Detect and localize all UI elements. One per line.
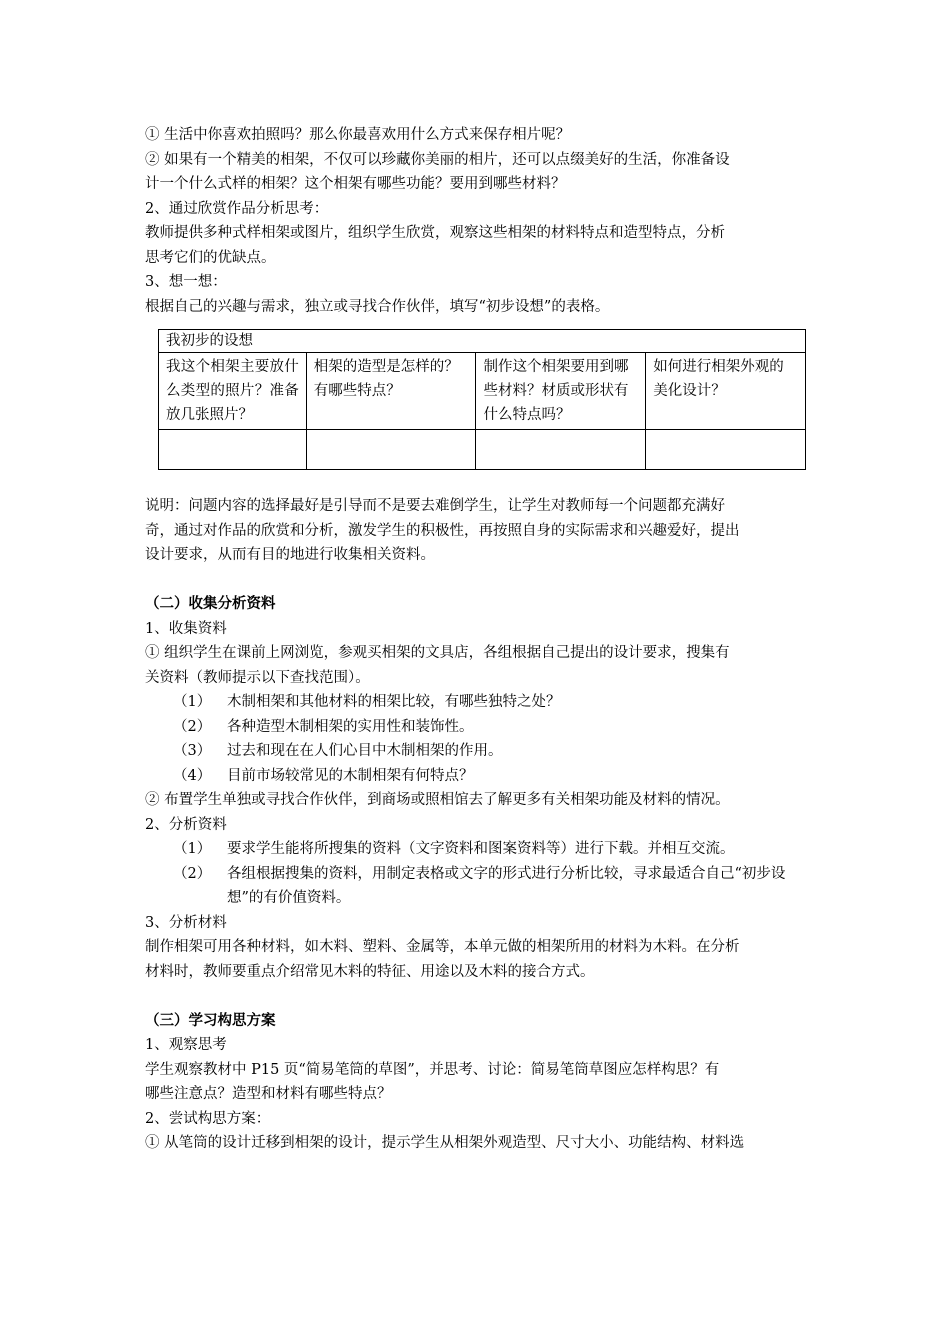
list-text: 过去和现在在人们心目中木制相架的作用。 — [227, 743, 503, 759]
note-line-2: 奇，通过对作品的欣赏和分析，激发学生的积极性，再按照自身的实际需求和兴趣爱好，提出 — [145, 522, 740, 539]
step-2-line-1: 教师提供多种式样相架或图片，组织学生欣赏，观察这些相架的材料特点和造型特点，分析 — [145, 225, 725, 241]
observe-line-1: 学生观察教材中 P15 页“简易笔筒的草图”，并思考、讨论：简易笔筒草图应怎样构思？有 — [145, 1061, 720, 1078]
list-number: （4） — [173, 767, 212, 784]
table-question-materials: 制作这个相架要用到哪些材料？材质或形状有什么特点吗？ — [476, 353, 646, 430]
try-line-1: ① 从笔筒的设计迁移到相架的设计，提示学生从相架外观造型、尺寸大小、功能结构、材料选 — [145, 1135, 745, 1151]
table-answer-cell[interactable] — [476, 430, 646, 470]
section-2-heading: （二）收集分析资料 — [145, 595, 276, 612]
table-answer-cell[interactable] — [306, 430, 476, 470]
list-text: 目前市场较常见的木制相架有何特点？ — [227, 767, 474, 784]
table-question-shape: 相架的造型是怎样的？有哪些特点？ — [306, 353, 476, 430]
table-question-decoration: 如何进行相架外观的美化设计？ — [646, 353, 806, 430]
list-text: 各组根据搜集的资料，用制定表格或文字的形式进行分析比较，寻求最适合自己“初步设想”的有价值资料。 — [227, 865, 786, 906]
section-2-sub-3: 3、分析材料 — [145, 914, 227, 931]
step-2-title: 2、通过欣赏作品分析思考： — [145, 200, 329, 217]
list-item — [145, 715, 810, 740]
list-number: （2） — [173, 865, 212, 882]
table-answer-cell[interactable] — [159, 430, 307, 470]
list-text: 要求学生能将所搜集的资料（文字资料和图案资料等）进行下载。并相互交流。 — [227, 841, 735, 857]
table-answer-cell[interactable] — [646, 430, 806, 470]
table-question-row — [159, 353, 806, 430]
question-2-line-2: 计一个什么式样的相架？这个相架有哪些功能？要用到哪些材料？ — [145, 176, 566, 192]
section-2-item-1-line-1: ① 组织学生在课前上网浏览，参观买相架的文具店，各组根据自己提出的设计要求，搜集有 — [145, 645, 730, 661]
material-line-1: 制作相架可用各种材料，如木料、塑料、金属等，本单元做的相架所用的材料为木料。在分析 — [145, 939, 740, 955]
list-number: （1） — [173, 841, 212, 857]
section-3-sub-1: 1、观察思考 — [145, 1037, 227, 1053]
list-text: 各种造型木制相架的实用性和装饰性。 — [227, 718, 474, 735]
step-3-text: 根据自己的兴趣与需求，独立或寻找合作伙伴，填写“初步设想”的表格。 — [145, 298, 610, 315]
section-3-heading: （三）学习构思方案 — [145, 1011, 276, 1029]
section-3-sub-2: 2、尝试构思方案： — [145, 1110, 271, 1127]
section-2-sub-2: 2、分析资料 — [145, 816, 227, 833]
section-2-item-1-line-2: 关资料（教师提示以下查找范围）。 — [145, 669, 370, 686]
section-2-sub-1: 1、收集资料 — [145, 620, 227, 637]
table-title: 我初步的设想 — [159, 330, 806, 353]
question-2-line-1: ② 如果有一个精美的相架，不仅可以珍藏你美丽的相片，还可以点缀美好的生活，你准备设 — [145, 151, 730, 168]
list-item — [145, 862, 810, 911]
step-3-title: 3、想一想： — [145, 274, 227, 290]
material-line-2: 材料时，教师要重点介绍常见木料的特征、用途以及木料的接合方式。 — [145, 963, 595, 980]
table-question-photos: 我这个相架主要放什么类型的照片？准备放几张照片？ — [159, 353, 307, 430]
section-2-item-2: ② 布置学生单独或寻找合作伙伴，到商场或照相馆去了解更多有关相架功能及材料的情况。 — [145, 792, 730, 808]
list-item — [145, 690, 810, 715]
list-item — [145, 764, 810, 789]
initial-idea-table — [158, 329, 806, 470]
note-line-3: 设计要求，从而有目的地进行收集相关资料。 — [145, 547, 435, 563]
table-answer-row — [159, 430, 806, 470]
list-text: 木制相架和其他材料的相架比较，有哪些独特之处？ — [227, 694, 561, 710]
note-line-1: 说明：问题内容的选择最好是引导而不是要去难倒学生，让学生对教师每一个问题都充满好 — [145, 498, 725, 514]
document-body — [145, 123, 810, 1156]
step-2-line-2: 思考它们的优缺点。 — [145, 249, 276, 266]
list-number: （2） — [173, 718, 212, 735]
observe-line-2: 哪些注意点？造型和材料有哪些特点？ — [145, 1086, 392, 1102]
list-item — [145, 739, 810, 764]
list-number: （1） — [173, 694, 212, 710]
list-item — [145, 837, 810, 862]
list-number: （3） — [173, 743, 212, 759]
question-1: ① 生活中你喜欢拍照吗？那么你最喜欢用什么方式来保存相片呢？ — [145, 127, 571, 143]
